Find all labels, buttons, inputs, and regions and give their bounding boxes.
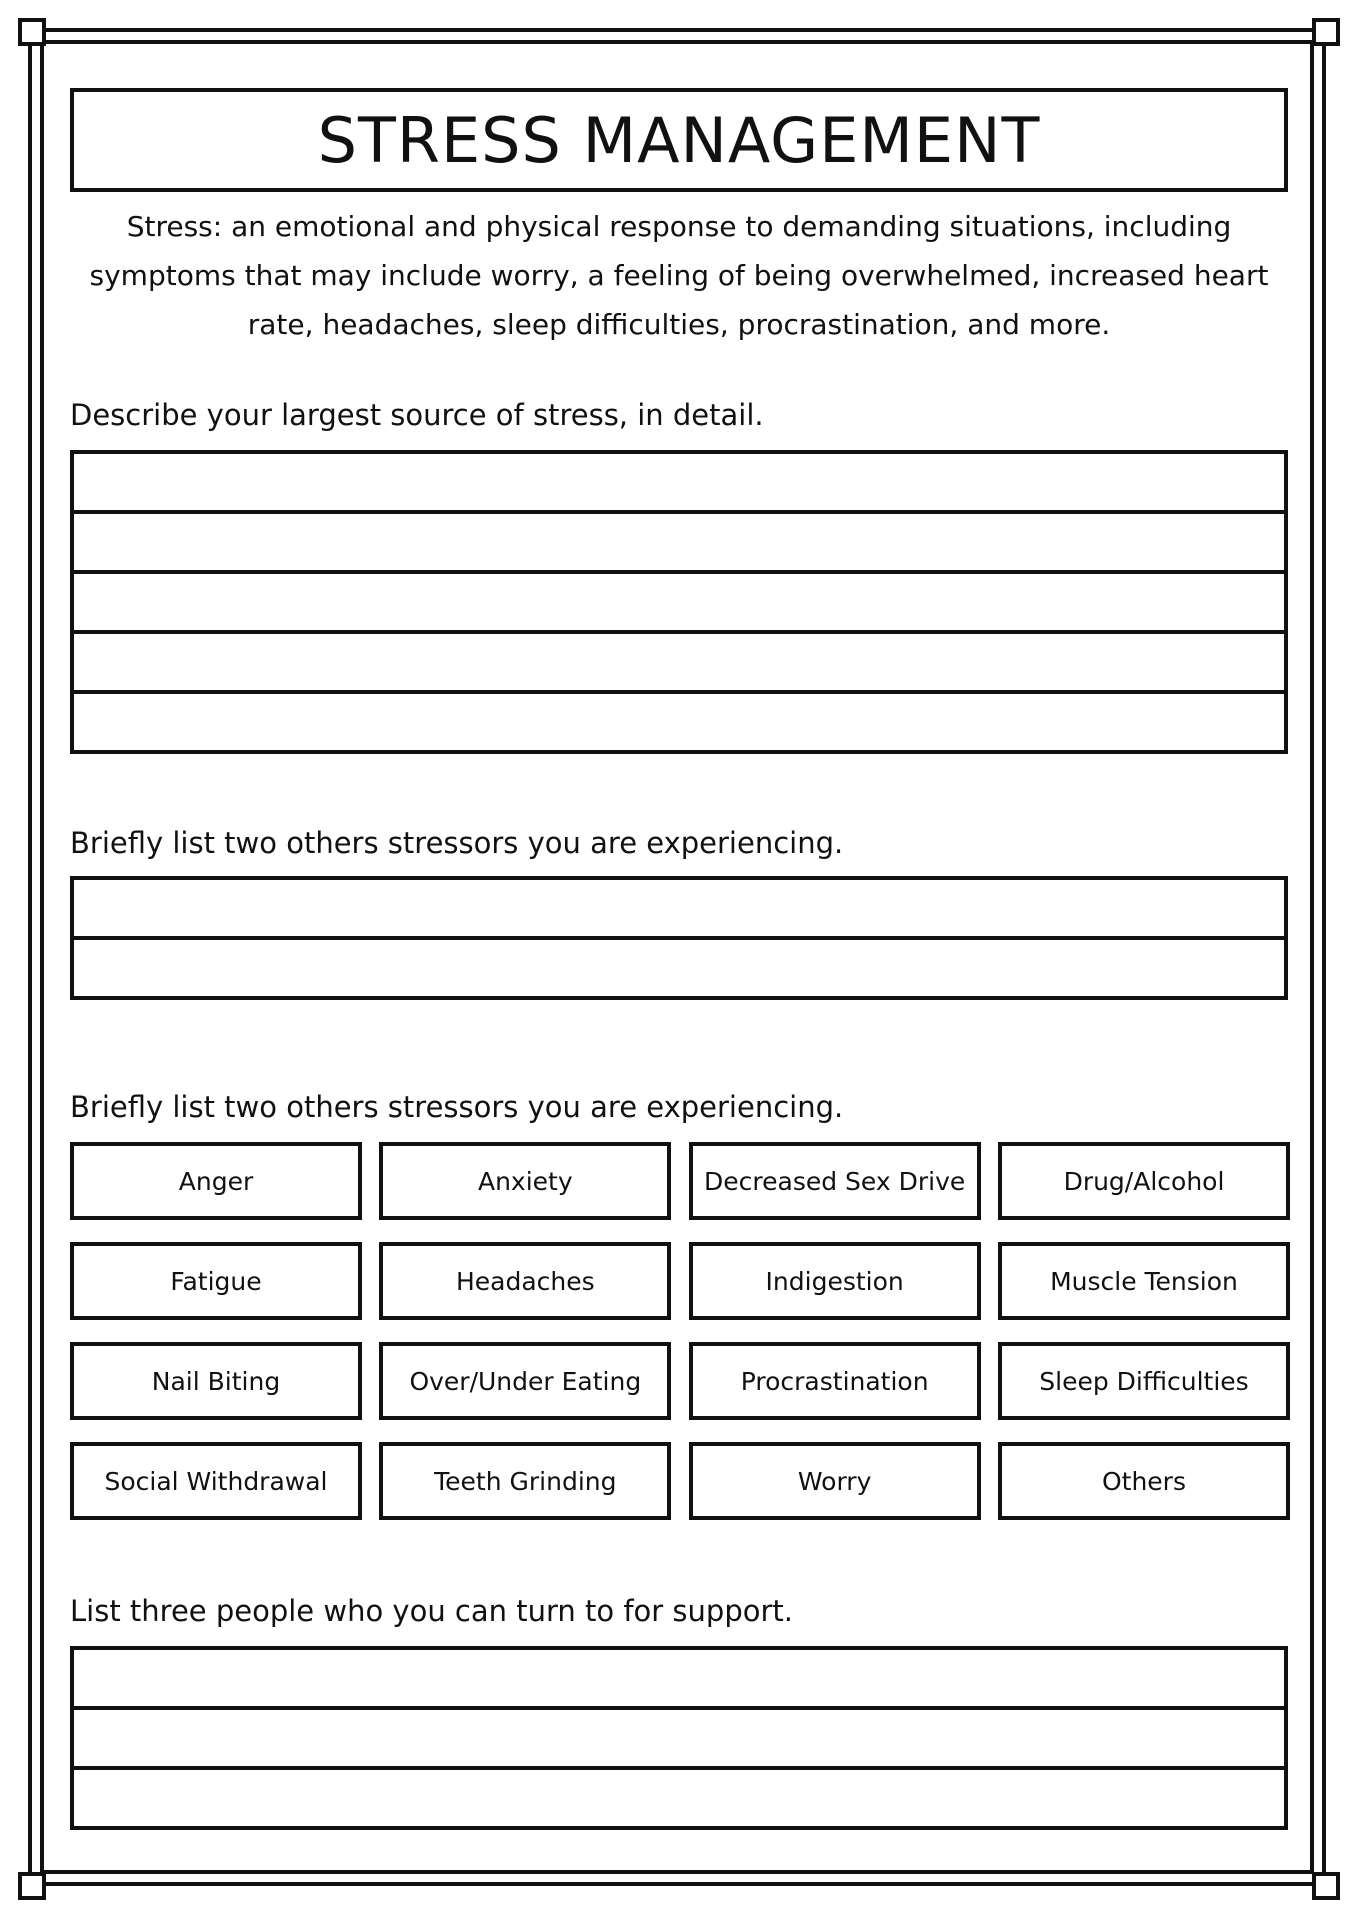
symptom-option[interactable]: Procrastination <box>689 1342 981 1420</box>
support-answer-box <box>70 1646 1288 1830</box>
answer-line[interactable] <box>74 574 1284 634</box>
answer-line[interactable] <box>74 1770 1284 1826</box>
answer-line[interactable] <box>74 454 1284 514</box>
answer-line[interactable] <box>74 1650 1284 1710</box>
symptom-option[interactable]: Headaches <box>379 1242 671 1320</box>
answer-line[interactable] <box>74 940 1284 996</box>
symptom-option[interactable]: Fatigue <box>70 1242 362 1320</box>
symptom-option[interactable]: Teeth Grinding <box>379 1442 671 1520</box>
other-stressors-answer-box <box>70 876 1288 1000</box>
answer-line[interactable] <box>74 1710 1284 1770</box>
corner-top-left <box>18 18 46 46</box>
stress-definition: Stress: an emotional and physical response to demanding situations, including symptoms that may include worry, a feeling of being overwhelmed, increased heart rate, headaches, sleep difficulties, procrastination, and more. <box>89 210 1269 341</box>
largest-source-answer-box <box>70 450 1288 754</box>
symptom-grid <box>70 1142 1288 1520</box>
symptoms-prompt: Briefly list two others stressors you are experiencing. <box>70 1090 844 1124</box>
symptom-option[interactable]: Social Withdrawal <box>70 1442 362 1520</box>
corner-bottom-left <box>18 1872 46 1900</box>
corner-top-right <box>1312 18 1340 46</box>
symptom-option[interactable]: Muscle Tension <box>998 1242 1290 1320</box>
largest-source-prompt: Describe your largest source of stress, in detail. <box>70 398 764 432</box>
other-stressors-prompt: Briefly list two others stressors you are experiencing. <box>70 826 844 860</box>
corner-bottom-right <box>1312 1872 1340 1900</box>
answer-line[interactable] <box>74 514 1284 574</box>
symptom-option[interactable]: Sleep Difficulties <box>998 1342 1290 1420</box>
answer-line[interactable] <box>74 634 1284 694</box>
symptom-option[interactable]: Drug/Alcohol <box>998 1142 1290 1220</box>
symptom-option[interactable]: Decreased Sex Drive <box>689 1142 981 1220</box>
answer-line[interactable] <box>74 880 1284 940</box>
symptom-option[interactable]: Anger <box>70 1142 362 1220</box>
symptom-option[interactable]: Over/Under Eating <box>379 1342 671 1420</box>
symptom-option[interactable]: Anxiety <box>379 1142 671 1220</box>
symptom-option[interactable]: Worry <box>689 1442 981 1520</box>
answer-line[interactable] <box>74 694 1284 750</box>
symptom-option[interactable]: Nail Biting <box>70 1342 362 1420</box>
symptom-option[interactable]: Others <box>998 1442 1290 1520</box>
symptom-option[interactable]: Indigestion <box>689 1242 981 1320</box>
page-title: STRESS MANAGEMENT <box>70 88 1288 192</box>
support-prompt: List three people who you can turn to for support. <box>70 1594 793 1628</box>
